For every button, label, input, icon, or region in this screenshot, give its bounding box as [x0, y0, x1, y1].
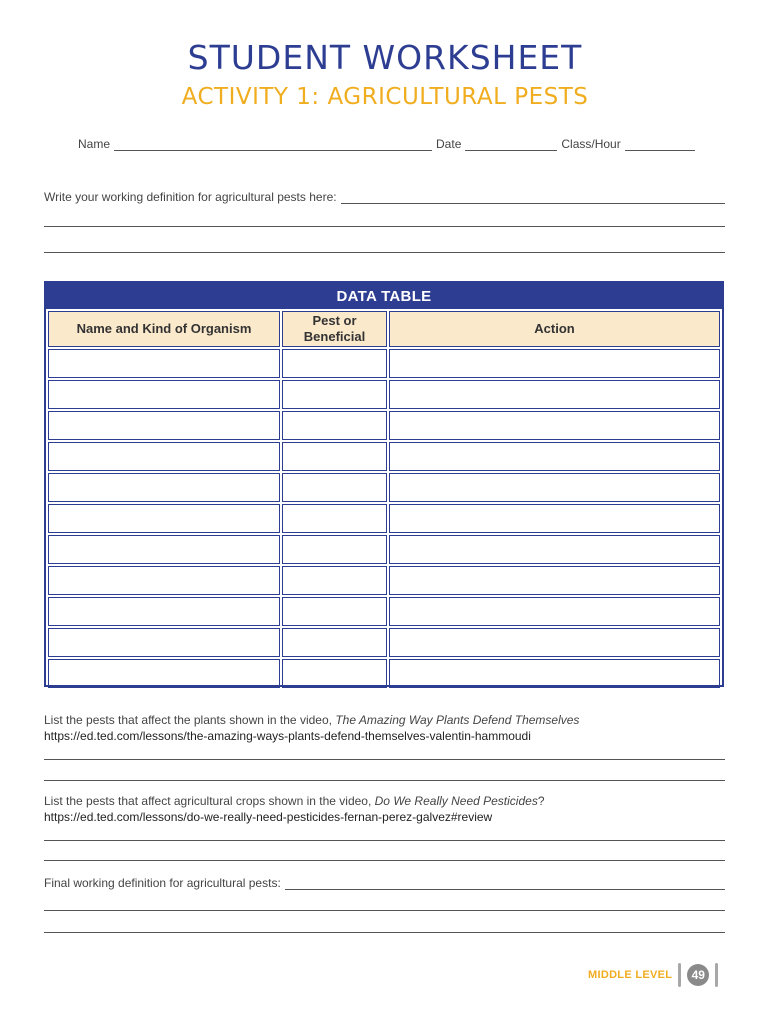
organism-cell[interactable] — [48, 566, 280, 595]
final-definition-blank[interactable] — [285, 879, 725, 890]
pest-or-beneficial-cell[interactable] — [282, 380, 387, 409]
info-fields-row — [78, 137, 698, 151]
pest-or-beneficial-cell[interactable] — [282, 442, 387, 471]
table-row — [48, 535, 720, 564]
data-table — [44, 281, 724, 687]
class-hour-label: Class/Hour — [561, 137, 621, 151]
page-footer — [588, 960, 728, 990]
action-cell[interactable] — [389, 659, 720, 688]
pest-or-beneficial-cell[interactable] — [282, 504, 387, 533]
video-1-line-2[interactable] — [44, 780, 725, 781]
table-row — [48, 380, 720, 409]
organism-cell[interactable] — [48, 473, 280, 502]
action-cell[interactable] — [389, 597, 720, 626]
name-blank[interactable] — [114, 139, 432, 151]
video-2-prompt — [44, 793, 734, 825]
action-cell[interactable] — [389, 504, 720, 533]
action-cell[interactable] — [389, 473, 720, 502]
pest-or-beneficial-cell[interactable] — [282, 411, 387, 440]
action-cell[interactable] — [389, 411, 720, 440]
date-label: Date — [436, 137, 462, 151]
date-blank[interactable] — [465, 139, 557, 151]
action-cell[interactable] — [389, 349, 720, 378]
activity-subtitle: ACTIVITY 1: AGRICULTURAL PESTS — [181, 84, 589, 110]
spoon-icon — [715, 963, 718, 987]
action-cell[interactable] — [389, 628, 720, 657]
video-2-url[interactable]: https://ed.ted.com/lessons/do-we-really-need-pesticides-fernan-perez-galvez#review — [44, 810, 493, 824]
pest-or-beneficial-cell[interactable] — [282, 535, 387, 564]
table-row — [48, 597, 720, 626]
page-number: 49 — [687, 964, 709, 986]
class-hour-blank[interactable] — [625, 139, 695, 151]
video-2-suffix: ? — [537, 794, 545, 808]
table-row — [48, 628, 720, 657]
video-2-title: Do We Really Need Pesticides — [374, 794, 538, 808]
action-cell[interactable] — [389, 380, 720, 409]
column-header-pest-or-beneficial-label: Pest or Beneficial — [303, 313, 366, 344]
pest-or-beneficial-cell[interactable] — [282, 597, 387, 626]
worksheet-title: STUDENT WORKSHEET — [187, 38, 583, 77]
organism-cell[interactable] — [48, 442, 280, 471]
table-row — [48, 442, 720, 471]
video-1-prompt-text: List the pests that affect the plants shown in the video, — [44, 713, 332, 727]
organism-cell[interactable] — [48, 597, 280, 626]
definition-prompt-row — [44, 190, 725, 204]
pest-or-beneficial-cell[interactable] — [282, 349, 387, 378]
fork-icon — [678, 963, 681, 987]
video-2-prompt-text: List the pests that affect agricultural crops shown in the video, — [44, 794, 372, 808]
table-row — [48, 473, 720, 502]
action-cell[interactable] — [389, 442, 720, 471]
table-row — [48, 659, 720, 688]
organism-cell[interactable] — [48, 659, 280, 688]
organism-cell[interactable] — [48, 628, 280, 657]
definition-prompt: Write your working definition for agricultural pests here: — [44, 190, 337, 204]
video-2-line-2[interactable] — [44, 860, 725, 861]
table-body — [48, 349, 720, 688]
organism-cell[interactable] — [48, 380, 280, 409]
column-header-action: Action — [389, 311, 720, 347]
name-label: Name — [78, 137, 111, 151]
table-row — [48, 566, 720, 595]
action-cell[interactable] — [389, 535, 720, 564]
pest-or-beneficial-cell[interactable] — [282, 566, 387, 595]
table-row — [48, 411, 720, 440]
data-table-title: DATA TABLE — [46, 283, 722, 309]
column-header-pest-or-beneficial — [282, 311, 387, 347]
pest-or-beneficial-cell[interactable] — [282, 628, 387, 657]
level-label: MIDDLE LEVEL — [588, 969, 673, 981]
organism-cell[interactable] — [48, 535, 280, 564]
data-table-grid — [46, 309, 722, 690]
pest-or-beneficial-cell[interactable] — [282, 473, 387, 502]
final-definition-prompt: Final working definition for agricultural pests: — [44, 876, 281, 890]
definition-line-3[interactable] — [44, 252, 725, 253]
final-prompt-row — [44, 876, 725, 890]
organism-cell[interactable] — [48, 349, 280, 378]
video-2-line-1[interactable] — [44, 840, 725, 841]
column-header-organism: Name and Kind of Organism — [48, 311, 280, 347]
video-1-url[interactable]: https://ed.ted.com/lessons/the-amazing-ways-plants-defend-themselves-valentin-hammoudi — [44, 729, 531, 743]
final-line-2[interactable] — [44, 910, 725, 911]
organism-cell[interactable] — [48, 504, 280, 533]
organism-cell[interactable] — [48, 411, 280, 440]
table-row — [48, 504, 720, 533]
table-header-row — [48, 311, 720, 347]
video-1-prompt — [44, 712, 734, 744]
definition-line-2[interactable] — [44, 226, 725, 227]
action-cell[interactable] — [389, 566, 720, 595]
video-1-title: The Amazing Way Plants Defend Themselves — [335, 713, 580, 727]
video-1-line-1[interactable] — [44, 759, 725, 760]
definition-blank[interactable] — [341, 193, 725, 204]
pest-or-beneficial-cell[interactable] — [282, 659, 387, 688]
final-line-3[interactable] — [44, 932, 725, 933]
table-row — [48, 349, 720, 378]
